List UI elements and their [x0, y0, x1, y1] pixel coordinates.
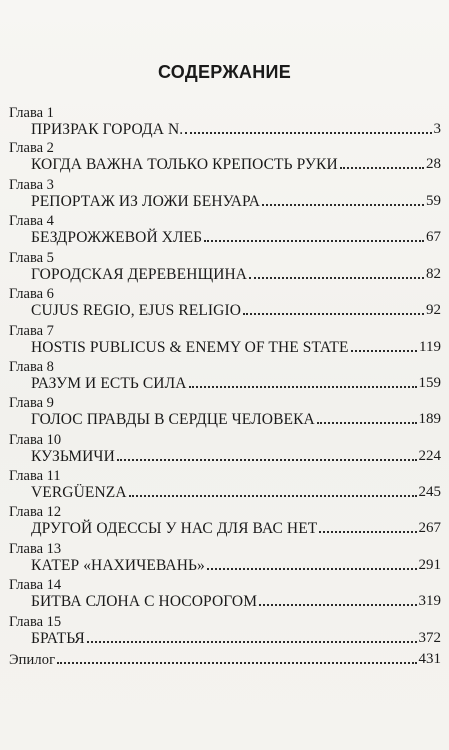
chapter-title: HOSTIS PUBLICUS & ENEMY OF THE STATE — [31, 338, 349, 356]
dot-leader — [340, 167, 424, 169]
toc-entry[interactable] — [31, 628, 441, 646]
chapter-label: Глава 2 — [9, 140, 54, 156]
toc-entry[interactable] — [31, 373, 441, 391]
chapter-label: Глава 8 — [9, 359, 54, 375]
toc-entry[interactable] — [31, 555, 441, 573]
chapter-label: Глава 5 — [9, 250, 54, 266]
dot-leader — [117, 459, 417, 461]
dot-leader — [317, 422, 417, 424]
dot-leader — [319, 531, 416, 533]
dot-leader — [204, 240, 424, 242]
page-number: 92 — [426, 302, 441, 318]
toc-entry[interactable] — [31, 300, 441, 318]
dot-leader — [185, 132, 431, 134]
toc-entry[interactable] — [31, 264, 441, 282]
chapter-title: VERGÜENZA — [31, 483, 127, 501]
page-number: 224 — [418, 448, 441, 464]
toc-entry[interactable] — [31, 154, 441, 172]
dot-leader — [87, 641, 417, 643]
dot-leader — [262, 204, 424, 206]
toc-entry[interactable] — [31, 446, 441, 464]
chapter-label: Глава 4 — [9, 213, 54, 229]
page-number: 319 — [418, 593, 441, 609]
page-number: 82 — [426, 266, 441, 282]
page-title: СОДЕРЖАНИЕ — [157, 62, 292, 82]
dot-leader — [207, 568, 417, 570]
chapter-title: CUJUS REGIO, EJUS RELIGIO — [31, 301, 242, 319]
toc-entry[interactable] — [31, 191, 441, 209]
chapter-title: БИТВА СЛОНА С НОСОРОГОМ — [31, 592, 258, 610]
chapter-label: Глава 13 — [9, 541, 62, 557]
page-number: 3 — [433, 121, 441, 137]
page-number: 159 — [418, 375, 441, 391]
dot-leader — [243, 313, 424, 315]
chapter-label: Глава 6 — [9, 286, 54, 302]
page-number: 189 — [418, 411, 441, 427]
chapter-title: БРАТЬЯ — [31, 629, 85, 647]
page-number: 291 — [418, 557, 441, 573]
chapter-label: Глава 12 — [9, 504, 62, 520]
chapter-title: РАЗУМ И ЕСТЬ СИЛА — [31, 374, 187, 392]
page-number: 67 — [426, 229, 441, 245]
epilogue-title: Эпилог — [9, 651, 56, 668]
toc-entry-epilogue[interactable] — [9, 649, 441, 667]
chapter-label: Глава 10 — [9, 432, 62, 448]
chapter-title: БЕЗДРОЖЖЕВОЙ ХЛЕБ — [31, 228, 203, 246]
dot-leader — [259, 604, 416, 606]
dot-leader — [129, 495, 417, 497]
toc-entry[interactable] — [31, 119, 441, 137]
dot-leader — [57, 662, 416, 664]
toc-entry[interactable] — [31, 227, 441, 245]
dot-leader — [189, 386, 417, 388]
page-number: 119 — [419, 339, 441, 355]
chapter-title: КУЗЬМИЧИ — [31, 447, 115, 465]
page-number: 431 — [418, 651, 441, 667]
page-number: 267 — [418, 520, 441, 536]
chapter-label: Глава 14 — [9, 577, 62, 593]
chapter-title: КОГДА ВАЖНА ТОЛЬКО КРЕПОСТЬ РУКИ — [31, 155, 338, 173]
page-number: 245 — [418, 484, 441, 500]
chapter-label: Глава 1 — [9, 105, 54, 121]
chapter-title: ГОЛОС ПРАВДЫ В СЕРДЦЕ ЧЕЛОВЕКА — [31, 410, 315, 428]
page-number: 372 — [418, 630, 441, 646]
page-number: 28 — [426, 156, 441, 172]
chapter-label: Глава 9 — [9, 395, 54, 411]
chapter-title: ДРУГОЙ ОДЕССЫ У НАС ДЛЯ ВАС НЕТ — [31, 519, 318, 537]
toc-entry[interactable] — [31, 591, 441, 609]
chapter-title: КАТЕР «НАХИЧЕВАНЬ» — [31, 556, 205, 574]
chapter-label: Глава 11 — [9, 468, 61, 484]
chapter-title: РЕПОРТАЖ ИЗ ЛОЖИ БЕНУАРА — [31, 192, 261, 210]
page-number: 59 — [426, 193, 441, 209]
toc-entry[interactable] — [31, 518, 441, 536]
chapter-title: ПРИЗРАК ГОРОДА N. — [31, 120, 184, 138]
dot-leader — [249, 277, 424, 279]
toc-entry[interactable] — [31, 482, 441, 500]
dot-leader — [351, 350, 417, 352]
chapter-title: ГОРОДСКАЯ ДЕРЕВЕНЩИНА — [31, 265, 248, 283]
toc-entry[interactable] — [31, 409, 441, 427]
toc-entry[interactable] — [31, 337, 441, 355]
chapter-label: Глава 7 — [9, 323, 54, 339]
chapter-label: Глава 15 — [9, 614, 62, 630]
chapter-label: Глава 3 — [9, 177, 54, 193]
